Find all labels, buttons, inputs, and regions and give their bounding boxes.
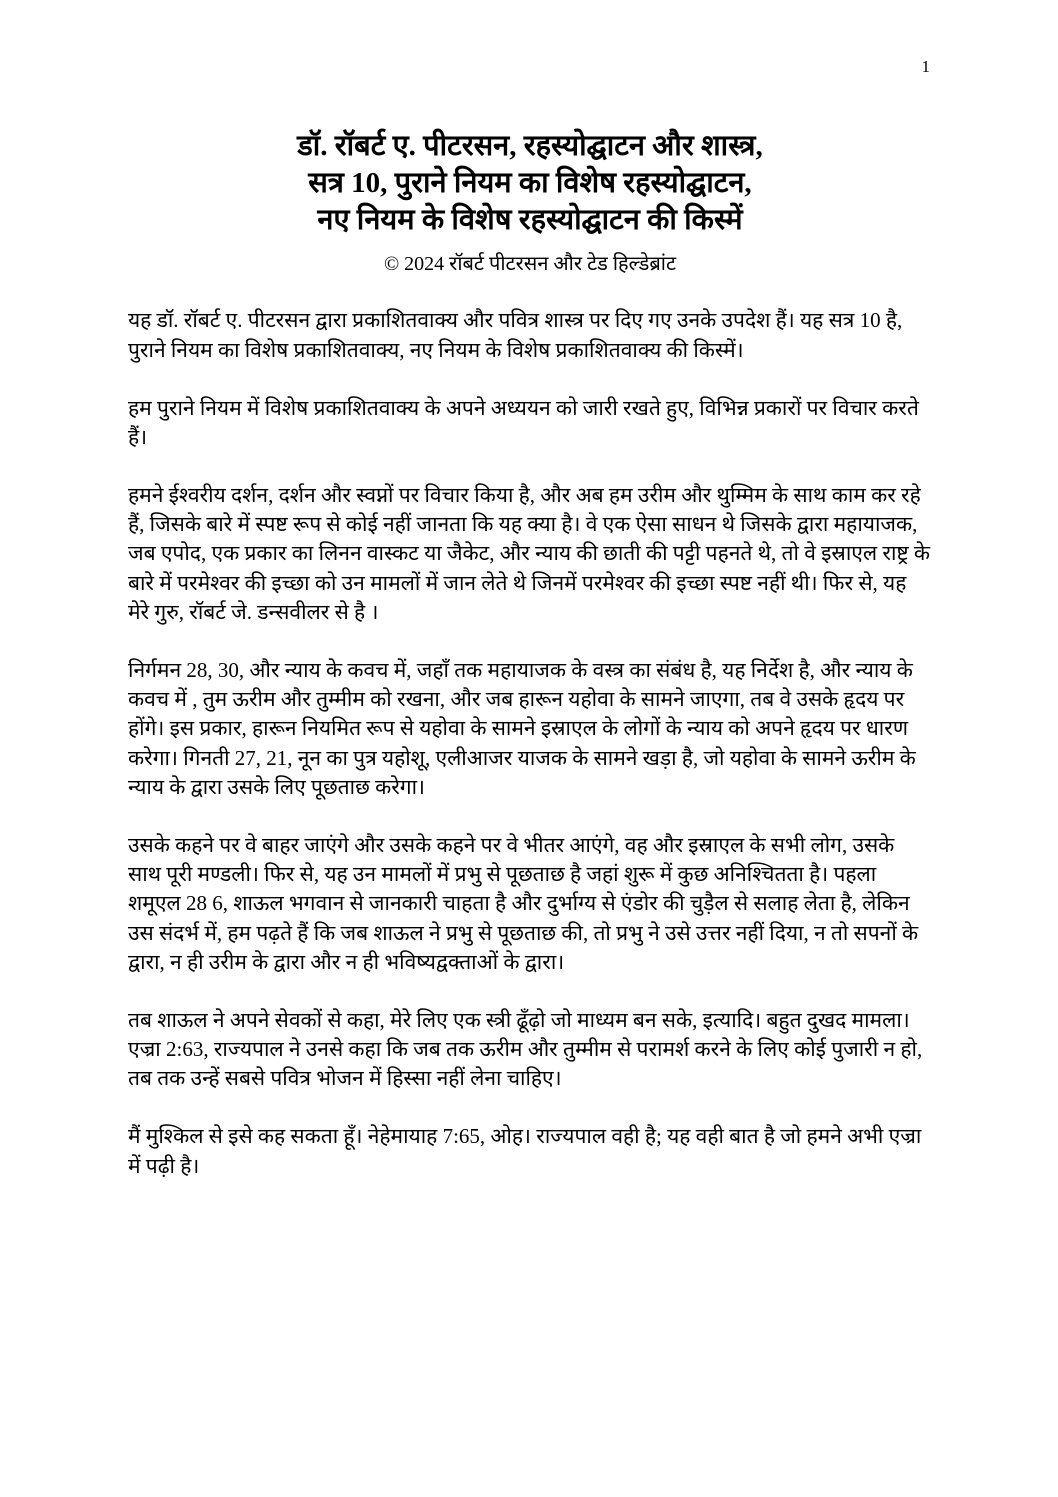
document-content [128,128,932,1181]
paragraph-7: मैं मुश्किल से इसे कह सकता हूँ। नेहेमायाह 7:65, ओह। राज्यपाल वही है; यह वही बात है जो हमने अभी एज्रा में पढ़ी है। [128,1124,922,1178]
paragraph-3: हमने ईश्वरीय दर्शन, दर्शन और स्वप्नों पर विचार किया है, और अब हम उरीम और थुम्मिम के साथ काम कर रहे हैं, जिसके बारे में स्पष्ट रूप से कोई नहीं जानता कि यह क्या है। वे एक ऐसा साधन थे जिसके द्वारा महायाजक, जब एपोद, एक प्रकार का लिनन वास्कट या जैकेट, और न्याय की छाती की पट्टी पहनते थे, तो वे इस्राएल राष्ट्र के बारे में परमेश्वर की इच्छा को उन मामलों में जान लेते थे जिनमें परमेश्वर की इच्छा स्पष्ट नहीं थी। फिर से, यह मेरे गुरु, रॉबर्ट जे. डन्सवीलर से है । [128,483,931,624]
document-body [128,306,932,1181]
paragraph-2: हम पुराने नियम में विशेष प्रकाशितवाक्य के अपने अध्ययन को जारी रखते हुए, विभिन्न प्रकारों पर विचार करते हैं। [128,395,919,449]
document-title [128,128,932,239]
document-title-line-2: सत्र 10, पुराने नियम का विशेष रहस्योद्घाटन, [308,167,752,200]
copyright-line: © 2024 रॉबर्ट पीटरसन और टेड हिल्डेब्रांट [383,253,677,276]
document-title-line-1: डॉ. रॉबर्ट ए. पीटरसन, रहस्योद्घाटन और शास्त्र, [297,130,763,162]
paragraph-5: उसके कहने पर वे बाहर जाएंगे और उसके कहने पर वे भीतर आएंगे, वह और इस्राएल के सभी लोग, उसके साथ पूरी मण्डली। फिर से, यह उन मामलों में प्रभु से पूछताछ है जहां शुरू में कुछ अनिश्चितता है। पहला शमूएल 28 6, शाऊल भगवान से जानकारी चाहता है और दुर्भाग्य से एंडोर की चुड़ैल से सलाह लेता है, लेकिन उस संदर्भ में, हम पढ़ते हैं कि जब शाऊल ने प्रभु से पूछताछ की, तो प्रभु ने उसे उत्तर नहीं दिया, न तो सपनों के द्वारा, न ही उरीम के द्वारा और न ही भविष्यद्वक्ताओं के द्वारा। [128,832,919,974]
paragraph-4: निर्गमन 28, 30, और न्याय के कवच में, जहाँ तक महायाजक के वस्त्र का संबंध है, यह निर्देश है, और न्याय के कवच में , तुम ऊरीम और तुम्मीम को रखना, और जब हारून यहोवा के सामने जाएगा, तब वे उसके हृदय पर होंगे। इस प्रकार, हारून नियमित रूप से यहोवा के सामने इस्राएल के लोगों के न्याय को अपने हृदय पर धारण करेगा। गिनती 27, 21, नून का पुत्र यहोशू, एलीआजर याजक के सामने खड़ा है, जो यहोवा के सामने ऊरीम के न्याय के द्वारा उसके लिए पूछताछ करेगा। [128,658,916,799]
page-number: 1 [921,57,930,76]
paragraph-6: तब शाऊल ने अपने सेवकों से कहा, मेरे लिए एक स्त्री ढूँढ़ो जो माध्यम बन सके, इत्यादि। बहुत दुखद मामला। एज्रा 2:63, राज्यपाल ने उनसे कहा कि जब तक ऊरीम और तुम्मीम से परामर्श करने के लिए कोई पुजारी न हो, तब तक उन्हें सबसे पवित्र भोजन में हिस्सा नहीं लेना चाहिए। [128,1007,923,1091]
document-title-line-3: नए नियम के विशेष रहस्योद्घाटन की किस्में [317,204,743,237]
paragraph-1: यह डॉ. रॉबर्ट ए. पीटरसन द्वारा प्रकाशितवाक्य और पवित्र शास्त्र पर दिए गए उनके उपदेश हैं। यह सत्र 10 है, पुराने नियम का विशेष प्रकाशितवाक्य, नए नियम के विशेष प्रकाशितवाक्य की किस्में। [128,308,903,362]
